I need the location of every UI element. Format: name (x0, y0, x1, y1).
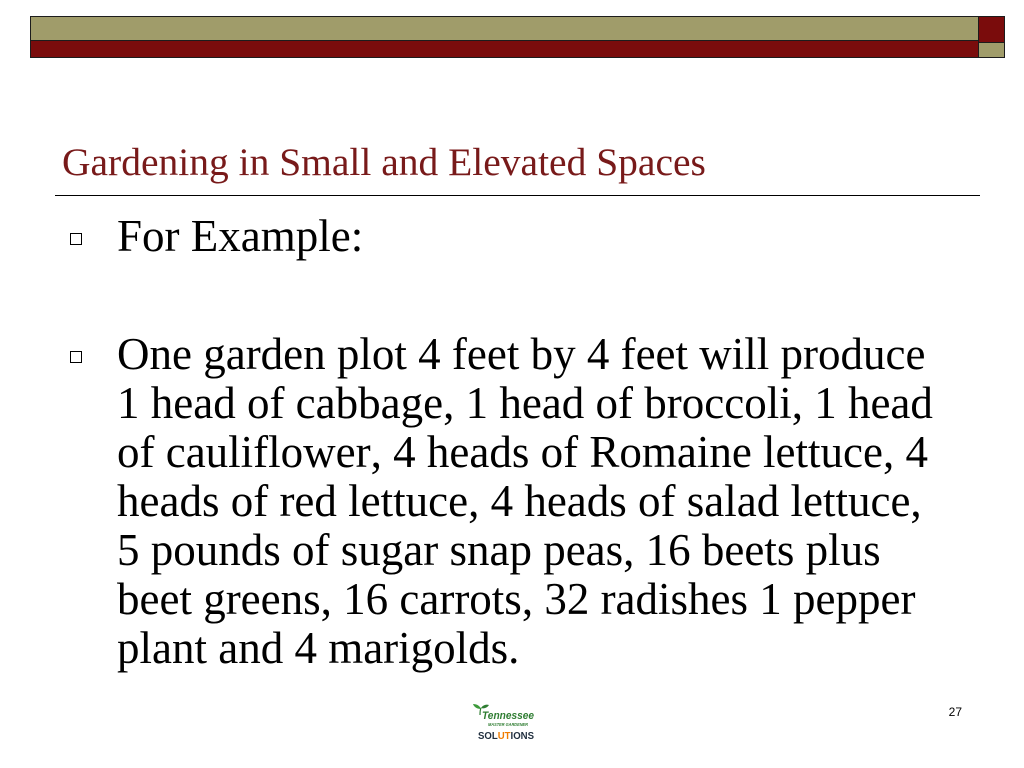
header-band-maroon-strip (30, 40, 979, 58)
slide-title: Gardening in Small and Elevated Spaces (62, 140, 706, 184)
bullet-text: One garden plot 4 feet by 4 feet will produce 1 head of cabbage, 1 head of broccoli, 1 head of cauliflower, 4 heads of Romaine lettuce, 4 heads of red lettuce, 4 heads of salad lettuce, 5 pounds of sugar snap peas, 16 beets plus beet greens, 16 carrots, 32 radishes 1 pepper plant and 4 marigolds. (117, 329, 933, 673)
logo-solutions-part: SOL (478, 731, 499, 742)
logo-tagline-text: MASTER GARDENER (488, 722, 529, 727)
logo-solutions-part: IONS (510, 731, 535, 742)
hollow-square-bullet-icon (70, 233, 82, 245)
logo-solutions-ut-part: UT (497, 731, 512, 742)
header-corner-olive-square (978, 42, 1005, 58)
header-band-olive-strip (30, 16, 979, 41)
tennessee-master-gardener-logo (466, 702, 538, 742)
hollow-square-bullet-icon (70, 351, 82, 363)
bullet-text: For Example: (117, 211, 364, 261)
logo-solutions-text (478, 731, 534, 742)
header-corner-maroon-square (978, 16, 1005, 43)
page-number: 27 (948, 705, 962, 719)
title-divider (55, 195, 980, 196)
logo-name-text: Tennessee (482, 710, 534, 722)
